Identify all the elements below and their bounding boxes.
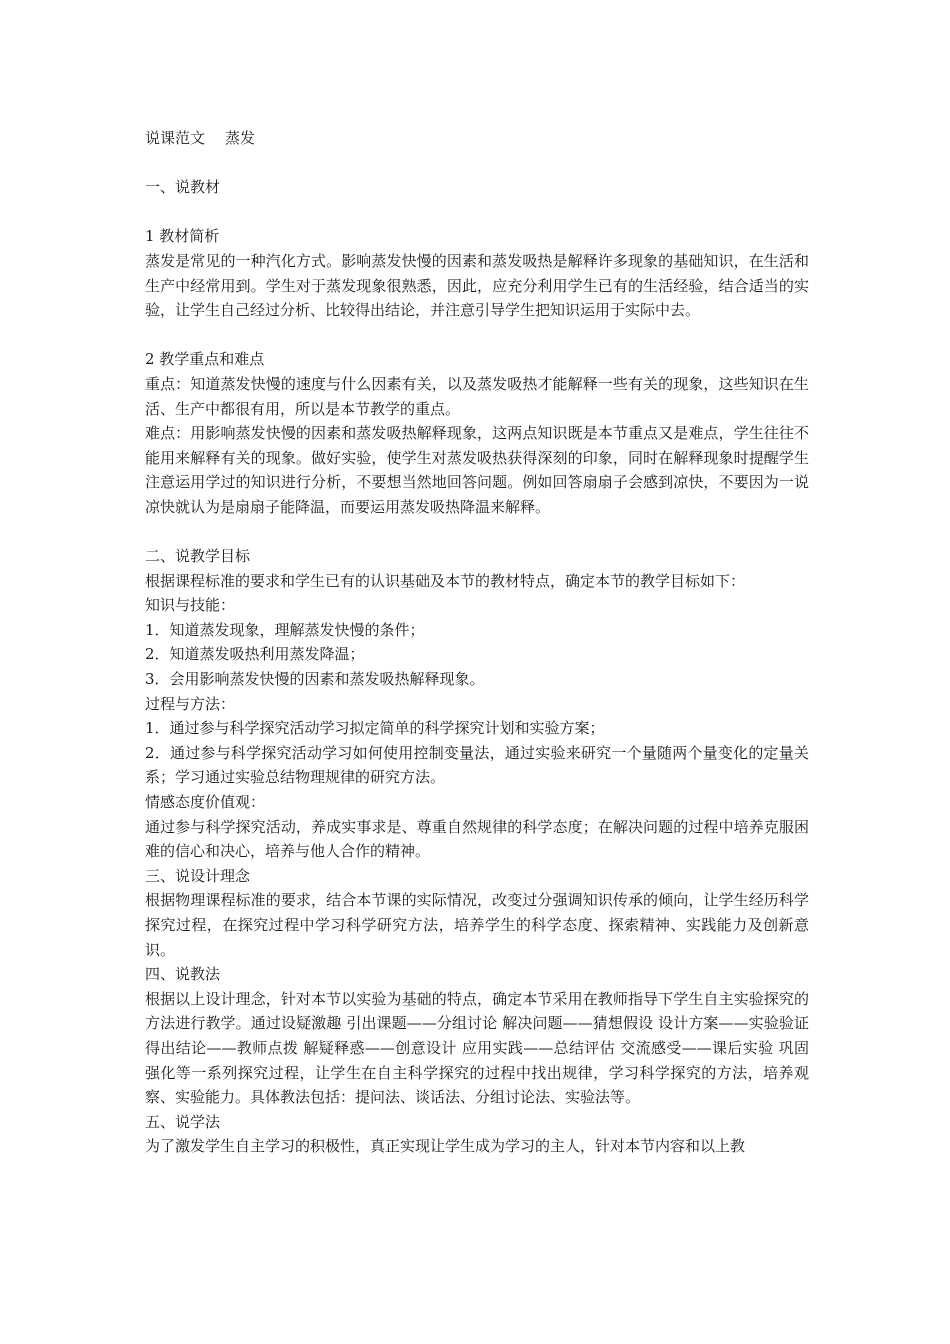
paragraph-difficulties: 难点：用影响蒸发快慢的因素和蒸发吸热解释现象，这两点知识既是本节重点又是难点，学生往往不能用来解释有关的现象。做好实验，使学生对蒸发吸热获得深刻的印象，同时在解释现象时提醒学生注意运用学过的知识进行分析，不要想当然地回答问题。例如回答扇扇子会感到凉快，不要因为一说凉快就认为是扇扇子能降温，而要运用蒸发吸热降温来解释。 — [145, 424, 809, 516]
knowledge-item-3: 3．会用影响蒸发快慢的因素和蒸发吸热解释现象。 — [145, 670, 485, 689]
section-heading-5: 五、说学法 — [145, 1112, 221, 1131]
paragraph-teaching-method: 根据以上设计理念，针对本节以实验为基础的特点，确定本节采用在教师指导下学生自主实验探究的方法进行教学。通过设疑激趣 引出课题——分组讨论 解决问题——猜想假设 设计方案——实验验证 得出结论——教师点拨 解疑释惑——创意设计 应用实践——总结评估 交流感受——课后实验 巩固强化等一系列探究过程，让学生在自主科学探究的过程中找出规律，学习科学探究的方法，培养观察、实验能力。具体教法包括：提问法、谈话法、分组讨论法、实验法等。 — [145, 989, 809, 1107]
paragraph-design: 根据物理课程标准的要求，结合本节课的实际情况，改变过分强调知识传承的倾向，让学生经历科学探究过程，在探究过程中学习科学研究方法，培养学生的科学态度、探索精神、实践能力及创新意识。 — [145, 891, 809, 959]
method-item-1: 1．通过参与科学探究活动学习拟定简单的科学探究计划和实验方案； — [145, 719, 605, 738]
section-heading-2: 二、说教学目标 — [145, 547, 251, 566]
section-heading-3: 三、说设计理念 — [145, 866, 251, 885]
title-label: 说课范文 — [145, 129, 206, 147]
document-title — [145, 126, 809, 151]
paragraph-1-1: 蒸发是常见的一种汽化方式。影响蒸发快慢的因素和蒸发吸热是解释许多现象的基础知识，在生活和生产中经常用到。学生对于蒸发现象很熟悉，因此，应充分利用学生已有的生活经验，结合适当的实验，让学生自己经过分析、比较得出结论，并注意引导学生把知识运用于实际中去。 — [145, 251, 809, 320]
subheading-1-1: 1 教材简析 — [145, 227, 220, 246]
document-body — [145, 126, 809, 1159]
method-item-2: 2．通过参与科学探究活动学习如何使用控制变量法，通过实验来研究一个量随两个量变化的定量关系；学习通过实验总结物理规律的研究方法。 — [145, 743, 809, 787]
knowledge-item-1: 1．知道蒸发现象，理解蒸发快慢的条件； — [145, 620, 425, 639]
emotion-title: 情感态度价值观： — [145, 793, 266, 812]
subheading-1-2: 2 教学重点和难点 — [145, 350, 265, 369]
section-heading-4: 四、说教法 — [145, 965, 221, 984]
emotion-text: 通过参与科学探究活动，养成实事求是、尊重自然规律的科学态度；在解决问题的过程中培养克服困难的信心和决心，培养与他人合作的精神。 — [145, 817, 809, 861]
paragraph-key-points: 重点：知道蒸发快慢的速度与什么因素有关，以及蒸发吸热才能解释一些有关的现象，这些知识在生活、生产中都很有用，所以是本节教学的重点。 — [145, 374, 809, 418]
method-title: 过程与方法： — [145, 694, 236, 713]
knowledge-item-2: 2．知道蒸发吸热利用蒸发降温； — [145, 645, 365, 664]
objectives-intro: 根据课程标准的要求和学生已有的认识基础及本节的教材特点，确定本节的教学目标如下： — [145, 571, 746, 590]
knowledge-title: 知识与技能： — [145, 596, 236, 615]
section-heading-1: 一、说教材 — [145, 178, 221, 197]
paragraph-learning-method: 为了激发学生自主学习的积极性，真正实现让学生成为学习的主人，针对本节内容和以上教 — [145, 1137, 746, 1156]
title-subject: 蒸发 — [225, 129, 256, 147]
